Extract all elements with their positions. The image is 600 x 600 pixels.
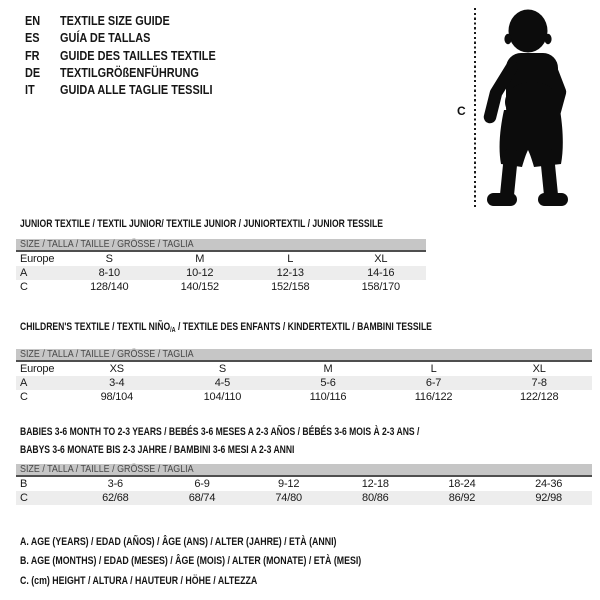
height-cell: 140/152 [180,281,219,294]
table-row-age [16,266,426,280]
age-cell: 24-36 [535,478,563,490]
height-measure-label: C [457,104,466,118]
table-row-height [16,390,592,404]
row-label: B [20,478,28,490]
table-row-height [16,280,426,294]
legend-line-b: B. AGE (MONTHS) / EDAD (MESES) / ÂGE (MOIS) / ALTER (MONATE) / ETÀ (MESI) [20,555,362,568]
language-row-it [25,82,445,99]
age-cell: 18-24 [448,478,476,490]
height-cell: 92/98 [505,491,592,505]
row-label: Europe [20,253,55,265]
table-row-europe [16,251,426,266]
age-cell: 14-16 [336,266,427,280]
children-section-title: CHILDREN'S TEXTILE / TEXTIL $NIÑO_{/A}$ / TEXTILE DES ENFANTS / KINDERTEXTIL / BAMBINI TESSILE [20,321,432,334]
row-label: C [16,491,72,505]
size-header-label: SIZE / TALLA / TAILLE / GRÖSSE / TAGLIA [20,348,194,360]
page-title-es: GUÍA DE TALLAS [60,30,151,46]
height-cell: 152/158 [271,281,310,294]
language-row-en [25,13,445,30]
size-cell: L [430,363,437,375]
age-cell: 8-10 [64,266,155,280]
size-header-bar [16,464,592,476]
age-cell: 10-12 [155,266,246,280]
age-cell: 5-6 [275,376,381,390]
size-cell: XL [374,253,388,265]
height-cell: 116/122 [414,391,453,404]
size-cell: XS [109,363,124,375]
legend-line-a: A. AGE (YEARS) / EDAD (AÑOS) / ÂGE (ANS) / ALTER (JAHRE) / ETÀ (ANNI) [20,536,337,548]
age-cell: 4-5 [170,376,276,390]
junior-section-title: JUNIOR TEXTILE / TEXTIL JUNIOR/ TEXTILE JUNIOR / JUNIORTEXTIL / JUNIOR TESSILE [20,218,383,230]
height-cell: 68/74 [159,491,246,505]
height-cell: 62/68 [72,491,159,505]
row-label: A [16,266,64,280]
language-code: ES [25,30,40,46]
language-code: IT [25,82,35,97]
babies-size-table [16,464,592,505]
table-row-age [16,376,592,390]
size-cell: L [287,253,294,265]
size-cell: M [323,363,333,375]
table-row-months [16,476,592,491]
language-code: EN [25,13,41,28]
age-cell: 3-4 [64,376,170,390]
age-cell: 6-9 [194,478,210,490]
height-cell: 110/116 [309,391,347,404]
height-cell: 86/92 [419,491,506,505]
height-cell: 104/110 [203,391,242,404]
age-cell: 7-8 [486,376,592,390]
language-code: DE [25,64,41,80]
row-label: A [16,376,64,390]
babies-section-title: BABIES 3-6 MONTH TO 2-3 YEARS / BEBÉS 3-6 MESES A 2-3 AÑOS / BÉBÉS 3-6 MOIS À 2-3 ANS / BABYS 3-6 MONATE BIS 2-3 JAHRE / BAMBINI 3-6 MESI A 2-3 ANNI [20,426,420,457]
age-cell: 6-7 [381,376,487,390]
size-header-label: SIZE / TALLA / TAILLE / GRÖSSE / TAGLIA [20,238,194,250]
children-size-table [16,349,592,404]
size-header-label: SIZE / TALLA / TAILLE / GRÖSSE / TAGLIA [20,463,194,475]
height-cell: 80/86 [332,491,419,505]
size-cell: S [218,363,226,375]
size-header-bar [16,349,592,361]
toddler-silhouette-icon [470,0,592,212]
height-cell: 128/140 [90,281,129,294]
table-row-height [16,491,592,505]
age-cell: 3-6 [107,478,123,490]
height-cell: 122/128 [520,391,559,404]
height-cell: 158/170 [361,281,400,294]
page-title-en: TEXTILE SIZE GUIDE [60,13,170,28]
age-cell: 9-12 [278,478,300,490]
language-row-de [25,65,445,82]
height-cell: 74/80 [245,491,332,505]
page-title-de: TEXTILGRÖßENFÜHRUNG [60,64,199,80]
language-code: FR [25,47,40,63]
language-row-es [25,30,445,47]
age-cell: 12-13 [245,266,336,280]
measurement-legend [20,533,447,591]
language-row-fr [25,48,445,65]
size-cell: S [105,253,113,265]
legend-line-c: C. (cm) HEIGHT / ALTURA / HAUTEUR / HÖHE / ALTEZZA [20,574,258,587]
language-title-list [25,13,445,99]
table-row-europe [16,361,592,376]
size-cell: XL [532,363,546,375]
junior-size-table [16,239,426,294]
subscript: /A [170,327,176,334]
row-label: C [20,281,28,294]
height-cell: 98/104 [100,391,134,404]
row-label: C [20,391,28,404]
page-title-fr: GUIDE DES TAILLES TEXTILE [60,47,216,63]
size-cell: M [195,253,205,265]
size-header-bar [16,239,426,251]
age-cell: 12-18 [361,478,389,490]
row-label: Europe [20,363,55,375]
page-title-it: GUIDA ALLE TAGLIE TESSILI [60,82,213,97]
